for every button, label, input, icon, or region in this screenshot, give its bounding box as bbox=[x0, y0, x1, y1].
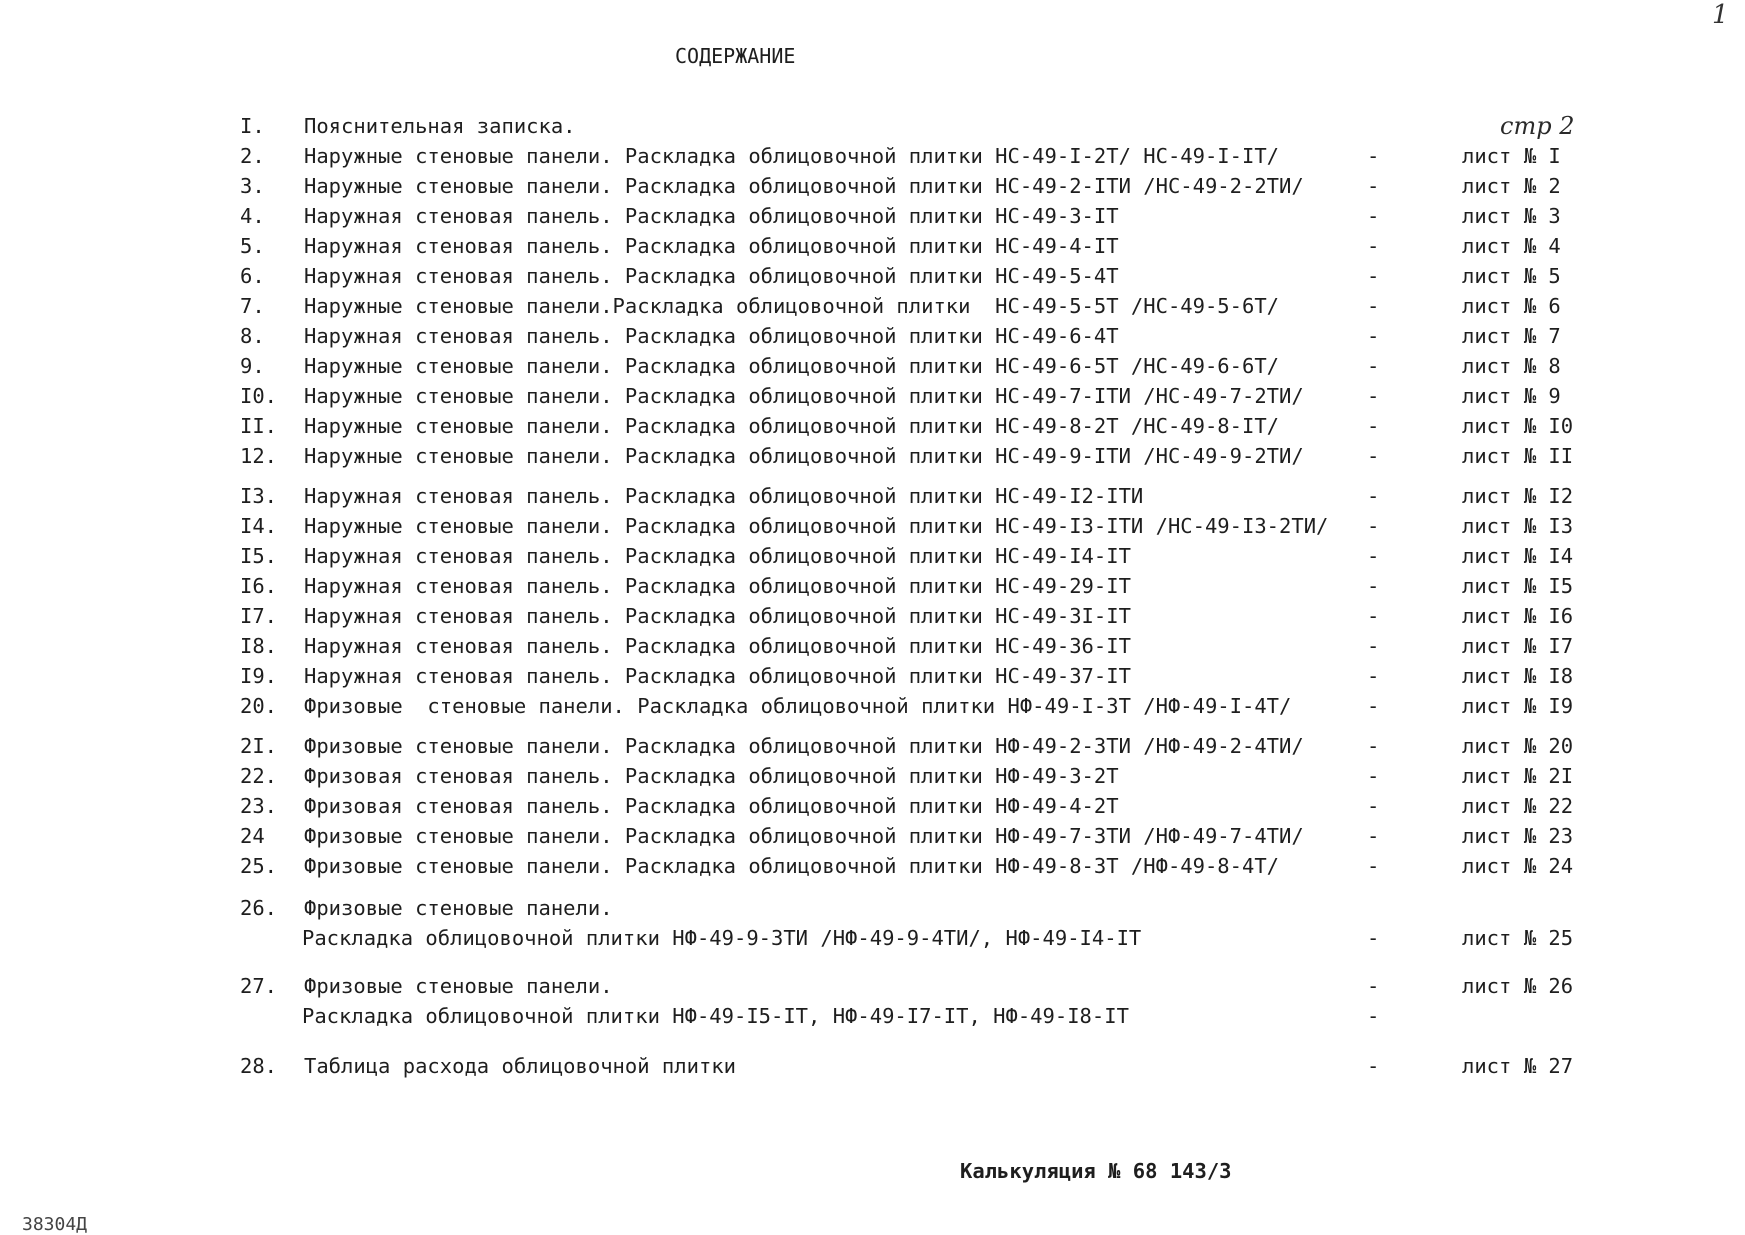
toc-item-dash: - bbox=[1367, 764, 1380, 788]
toc-item-sheet: лист № I bbox=[1462, 144, 1561, 168]
toc-item-title: Наружные стеновые панели.Раскладка облицовочной плитки НС-49-5-5Т /НС-49-5-6Т/ bbox=[304, 294, 1280, 318]
toc-item-number: I7. bbox=[240, 604, 278, 628]
toc-item-sheet: лист № 23 bbox=[1462, 824, 1574, 848]
toc-item-sheet: лист № 4 bbox=[1462, 234, 1561, 258]
toc-item-title: Наружная стеновая панель. Раскладка облицовочной плитки НС-49-29-IТ bbox=[304, 574, 1131, 598]
toc-item-title: Наружная стеновая панель. Раскладка облицовочной плитки НС-49-5-4Т bbox=[304, 264, 1119, 288]
toc-item-title: Фризовая стеновая панель. Раскладка облицовочной плитки НФ-49-4-2Т bbox=[304, 794, 1119, 818]
toc-item-sheet: лист № I5 bbox=[1462, 574, 1574, 598]
toc-item-number: 12. bbox=[240, 444, 278, 468]
toc-item-dash: - bbox=[1367, 604, 1380, 628]
toc-item-dash: - bbox=[1367, 824, 1380, 848]
toc-item-title: Фризовые стеновые панели. bbox=[304, 896, 613, 920]
toc-item-sheet: лист № II bbox=[1462, 444, 1574, 468]
toc-item-number: I9. bbox=[240, 664, 278, 688]
toc-item-dash: - bbox=[1367, 1054, 1380, 1078]
toc-item-dash: - bbox=[1367, 414, 1380, 438]
toc-item-dash: - bbox=[1367, 174, 1380, 198]
toc-item-dash: - bbox=[1367, 854, 1380, 878]
toc-item-number: 23. bbox=[240, 794, 278, 818]
toc-item-title: Фризовые стеновые панели. Раскладка облицовочной плитки НФ-49-2-3ТИ /НФ-49-2-4ТИ/ bbox=[304, 734, 1304, 758]
toc-item-sheet: лист № I8 bbox=[1462, 664, 1574, 688]
toc-item-title: Наружные стеновые панели. Раскладка облицовочной плитки НС-49-I3-IТИ /НС-49-I3-2ТИ/ bbox=[304, 514, 1329, 538]
toc-item-sheet: лист № 8 bbox=[1462, 354, 1561, 378]
toc-item-number: 8. bbox=[240, 324, 265, 348]
handwritten-page-note: стр 2 bbox=[1500, 112, 1575, 140]
toc-item-dash: - bbox=[1367, 794, 1380, 818]
toc-item-sheet: лист № 2I bbox=[1462, 764, 1574, 788]
toc-item-sheet: лист № I0 bbox=[1462, 414, 1574, 438]
toc-item-title: Наружная стеновая панель. Раскладка облицовочной плитки НС-49-I2-IТИ bbox=[304, 484, 1144, 508]
toc-item-sheet: лист № 6 bbox=[1462, 294, 1561, 318]
toc-item-number: 9. bbox=[240, 354, 265, 378]
toc-item-sheet: лист № I3 bbox=[1462, 514, 1574, 538]
bottom-margin-note: 38304Д bbox=[22, 1214, 88, 1235]
toc-item-title: Наружные стеновые панели. Раскладка облицовочной плитки НС-49-9-IТИ /НС-49-9-2ТИ/ bbox=[304, 444, 1304, 468]
toc-item-dash: - bbox=[1367, 694, 1380, 718]
toc-item-dash: - bbox=[1367, 574, 1380, 598]
toc-item-sheet: лист № 26 bbox=[1462, 974, 1574, 998]
toc-item-dash: - bbox=[1367, 974, 1380, 998]
toc-item-dash: - bbox=[1367, 484, 1380, 508]
page-corner-mark: 1 bbox=[1712, 0, 1729, 30]
toc-item-number: 28. bbox=[240, 1054, 278, 1078]
toc-item-sheet: лист № I4 bbox=[1462, 544, 1574, 568]
toc-item-dash: - bbox=[1367, 144, 1380, 168]
toc-item-title: Раскладка облицовочной плитки НФ-49-I5-IТ, НФ-49-I7-IТ, НФ-49-I8-IТ bbox=[302, 1004, 1129, 1028]
toc-item-sheet: лист № 24 bbox=[1462, 854, 1574, 878]
toc-item-number: 24 bbox=[240, 824, 265, 848]
toc-item-dash: - bbox=[1367, 926, 1380, 950]
toc-item-number: 5. bbox=[240, 234, 265, 258]
toc-item-sheet: лист № 9 bbox=[1462, 384, 1561, 408]
calculation-reference: Калькуляция № 68 143/3 bbox=[960, 1159, 1232, 1183]
toc-item-number: 27. bbox=[240, 974, 278, 998]
toc-item-number: I0. bbox=[240, 384, 278, 408]
toc-item-number: I8. bbox=[240, 634, 278, 658]
toc-item-title: Наружная стеновая панель. Раскладка облицовочной плитки НС-49-37-IТ bbox=[304, 664, 1131, 688]
toc-item-sheet: лист № 20 bbox=[1462, 734, 1574, 758]
toc-item-dash: - bbox=[1367, 234, 1380, 258]
toc-item-dash: - bbox=[1367, 1004, 1380, 1028]
toc-item-sheet: лист № 5 bbox=[1462, 264, 1561, 288]
toc-item-sheet: лист № 22 bbox=[1462, 794, 1574, 818]
toc-item-title: Наружная стеновая панель. Раскладка облицовочной плитки НС-49-3I-IТ bbox=[304, 604, 1131, 628]
toc-item-dash: - bbox=[1367, 444, 1380, 468]
toc-item-number: I4. bbox=[240, 514, 278, 538]
toc-item-dash: - bbox=[1367, 354, 1380, 378]
toc-item-title: Пояснительная записка. bbox=[304, 114, 576, 138]
toc-item-sheet: лист № I2 bbox=[1462, 484, 1574, 508]
toc-item-dash: - bbox=[1367, 544, 1380, 568]
toc-item-sheet: лист № I6 bbox=[1462, 604, 1574, 628]
toc-item-number: I6. bbox=[240, 574, 278, 598]
toc-item-title: Наружные стеновые панели. Раскладка облицовочной плитки НС-49-6-5Т /НС-49-6-6Т/ bbox=[304, 354, 1280, 378]
toc-item-title: Наружные стеновые панели. Раскладка облицовочной плитки НС-49-I-2Т/ НС-49-I-IТ/ bbox=[304, 144, 1280, 168]
toc-item-number: 7. bbox=[240, 294, 265, 318]
toc-item-dash: - bbox=[1367, 514, 1380, 538]
toc-item-dash: - bbox=[1367, 324, 1380, 348]
toc-item-number: 4. bbox=[240, 204, 265, 228]
toc-item-title: Наружная стеновая панель. Раскладка облицовочной плитки НС-49-36-IТ bbox=[304, 634, 1131, 658]
toc-item-title: Наружная стеновая панель. Раскладка облицовочной плитки НС-49-3-IТ bbox=[304, 204, 1119, 228]
toc-item-dash: - bbox=[1367, 294, 1380, 318]
toc-item-number: I3. bbox=[240, 484, 278, 508]
toc-item-number: 2I. bbox=[240, 734, 278, 758]
toc-item-title: Фризовые стеновые панели. Раскладка облицовочной плитки НФ-49-I-3Т /НФ-49-I-4Т/ bbox=[304, 694, 1292, 718]
toc-item-sheet: лист № 3 bbox=[1462, 204, 1561, 228]
toc-item-number: 20. bbox=[240, 694, 278, 718]
toc-item-title: Таблица расхода облицовочной плитки bbox=[304, 1054, 736, 1078]
toc-item-dash: - bbox=[1367, 264, 1380, 288]
toc-item-dash: - bbox=[1367, 384, 1380, 408]
toc-item-number: 26. bbox=[240, 896, 278, 920]
toc-item-dash: - bbox=[1367, 634, 1380, 658]
toc-item-title: Фризовая стеновая панель. Раскладка облицовочной плитки НФ-49-3-2Т bbox=[304, 764, 1119, 788]
toc-item-number: 3. bbox=[240, 174, 265, 198]
toc-item-number: 2. bbox=[240, 144, 265, 168]
toc-item-sheet: лист № I7 bbox=[1462, 634, 1574, 658]
toc-item-sheet: лист № I9 bbox=[1462, 694, 1574, 718]
toc-item-title: Фризовые стеновые панели. bbox=[304, 974, 613, 998]
toc-item-title: Наружная стеновая панель. Раскладка облицовочной плитки НС-49-I4-IТ bbox=[304, 544, 1131, 568]
toc-item-sheet: лист № 7 bbox=[1462, 324, 1561, 348]
toc-item-dash: - bbox=[1367, 734, 1380, 758]
toc-item-title: Наружные стеновые панели. Раскладка облицовочной плитки НС-49-7-IТИ /НС-49-7-2ТИ/ bbox=[304, 384, 1304, 408]
toc-item-number: 6. bbox=[240, 264, 265, 288]
toc-item-title: Наружные стеновые панели. Раскладка облицовочной плитки НС-49-8-2Т /НС-49-8-IТ/ bbox=[304, 414, 1280, 438]
toc-item-title: Наружная стеновая панель. Раскладка облицовочной плитки НС-49-6-4Т bbox=[304, 324, 1119, 348]
toc-item-sheet: лист № 25 bbox=[1462, 926, 1574, 950]
toc-item-sheet: лист № 2 bbox=[1462, 174, 1561, 198]
toc-item-number: 22. bbox=[240, 764, 278, 788]
toc-item-title: Раскладка облицовочной плитки НФ-49-9-3ТИ /НФ-49-9-4ТИ/, НФ-49-I4-IТ bbox=[302, 926, 1142, 950]
toc-item-number: II. bbox=[240, 414, 278, 438]
toc-item-title: Наружные стеновые панели. Раскладка облицовочной плитки НС-49-2-IТИ /НС-49-2-2ТИ/ bbox=[304, 174, 1304, 198]
page-title: СОДЕРЖАНИЕ bbox=[675, 44, 796, 68]
toc-item-number: I5. bbox=[240, 544, 278, 568]
toc-item-title: Фризовые стеновые панели. Раскладка облицовочной плитки НФ-49-8-3Т /НФ-49-8-4Т/ bbox=[304, 854, 1280, 878]
toc-item-sheet: лист № 27 bbox=[1462, 1054, 1574, 1078]
toc-item-dash: - bbox=[1367, 664, 1380, 688]
toc-item-title: Наружная стеновая панель. Раскладка облицовочной плитки НС-49-4-IТ bbox=[304, 234, 1119, 258]
toc-item-dash: - bbox=[1367, 204, 1380, 228]
toc-item-number: I. bbox=[240, 114, 265, 138]
toc-item-title: Фризовые стеновые панели. Раскладка облицовочной плитки НФ-49-7-3ТИ /НФ-49-7-4ТИ/ bbox=[304, 824, 1304, 848]
toc-item-number: 25. bbox=[240, 854, 278, 878]
